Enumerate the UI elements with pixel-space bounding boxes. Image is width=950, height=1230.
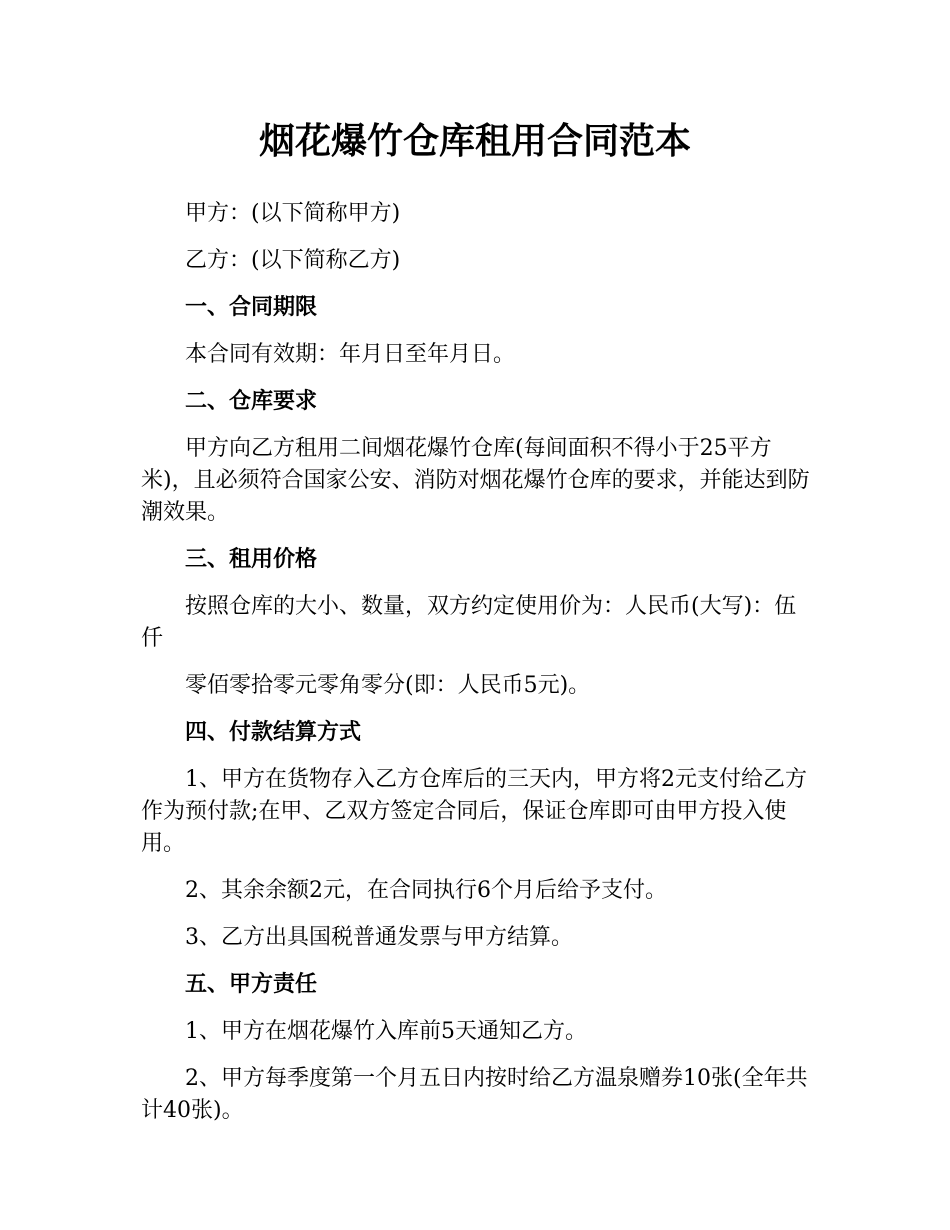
section-heading-term: 一、合同期限 bbox=[185, 295, 318, 320]
term-paragraph: 本合同有效期：年月日至年月日。 bbox=[185, 342, 516, 367]
party-b-line: 乙方：(以下简称乙方) bbox=[185, 248, 401, 273]
warehouse-paragraph: 甲方向乙方租用二间烟花爆竹仓库(每间面积不得小于25平方米)，且必须符合国家公安、消防对烟花爆竹仓库的要求，并能达到防潮效果。 bbox=[141, 436, 810, 525]
duty-paragraph-1: 1、甲方在烟花爆竹入库前5天通知乙方。 bbox=[185, 1019, 587, 1044]
party-a-line: 甲方：(以下简称甲方) bbox=[185, 201, 401, 226]
section-heading-party-a-duty: 五、甲方责任 bbox=[185, 972, 318, 997]
payment-paragraph-3: 3、乙方出具国税普通发票与甲方结算。 bbox=[185, 925, 573, 950]
document-title: 烟花爆竹仓库租用合同范本 bbox=[258, 121, 691, 162]
payment-paragraph-1: 1、甲方在货物存入乙方仓库后的三天内，甲方将2元支付给乙方作为预付款;在甲、乙双方签定合同后，保证仓库即可由甲方投入使用。 bbox=[141, 767, 807, 856]
section-heading-warehouse: 二、仓库要求 bbox=[185, 389, 318, 414]
section-heading-price: 三、租用价格 bbox=[185, 547, 318, 572]
section-heading-payment: 四、付款结算方式 bbox=[185, 720, 362, 745]
price-paragraph-1: 按照仓库的大小、数量，双方约定使用价为：人民币(大写)：伍仟 bbox=[141, 594, 797, 651]
document-body bbox=[141, 198, 811, 1142]
price-paragraph-2: 零佰零拾零元零角零分(即：人民币5元)。 bbox=[185, 673, 591, 698]
duty-paragraph-2: 2、甲方每季度第一个月五日内按时给乙方温泉赠券10张(全年共计40张)。 bbox=[141, 1066, 808, 1123]
payment-paragraph-2: 2、其余余额2元，在合同执行6个月后给予支付。 bbox=[185, 878, 667, 903]
